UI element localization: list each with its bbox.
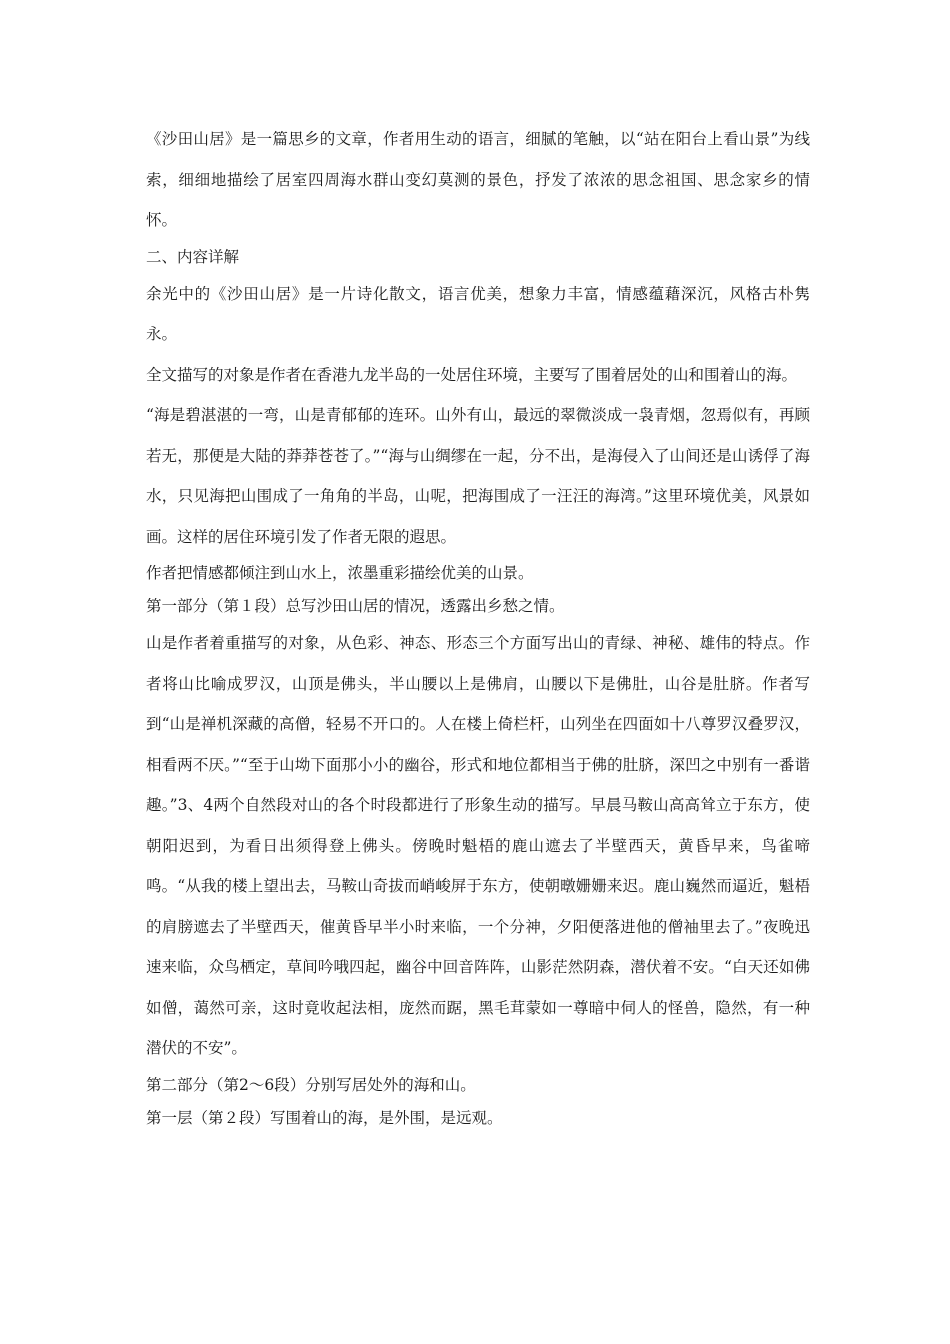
body-text — [146, 119, 810, 1135]
mountain-description-paragraph: 山是作者着重描写的对象，从色彩、神态、形态三个方面写出山的青绿、神秘、雄伟的特点。作者将山比喻成罗汉，山顶是佛头，半山腰以上是佛肩，山腰以下是佛肚，山谷是肚脐。作者写到“山是禅机深藏的高僧，轻易不开口的。人在楼上倚栏杆，山列坐在四面如十八尊罗汉叠罗汉，相看两不厌。”“至于山坳下面那小小的幽谷，形式和地位都相当于佛的肚脐，深凹之中别有一番谐趣。”3、4两个自然段对山的各个时段都进行了形象生动的描写。早晨马鞍山高高耸立于东方，使朝阳迟到，为看日出须得登上佛头。傍晚时魁梧的鹿山遮去了半壁西天，黄昏早来，鸟雀啼鸣。“从我的楼上望出去，马鞍山奇拔而峭峻屏于东方，使朝暾姗姗来迟。鹿山巍然而逼近，魁梧的肩膀遮去了半壁西天，催黄昏早半小时来临，一个分神，夕阳便落进他的僧袖里去了。”夜晚迅速来临，众鸟栖定，草间吟哦四起，幽谷中回音阵阵，山影茫然阴森，潜伏着不安。“白天还如佛如僧，蔼然可亲，这时竟收起法相，庞然而踞，黑毛茸蒙如一尊暗中伺人的怪兽，隐然，有一种潜伏的不安”。 — [146, 634, 810, 1057]
part-one-heading: 第一部分（第１段）总写沙田山居的情况，透露出乡愁之情。 — [146, 597, 565, 615]
emotion-paragraph: 作者把情感都倾注到山水上，浓墨重彩描绘优美的山景。 — [146, 564, 534, 582]
summary-paragraph: 《沙田山居》是一篇思乡的文章，作者用生动的语言，细腻的笔触，以“站在阳台上看山景”为线索，细细地描绘了居室四周海水群山变幻莫测的景色，抒发了浓浓的思念祖国、思念家乡的情怀。 — [146, 130, 810, 229]
section-heading-content-detail: 二、内容详解 — [146, 247, 240, 266]
layer-one-heading: 第一层（第２段）写围着山的海，是外围，是远观。 — [146, 1108, 503, 1127]
subject-paragraph: 全文描写的对象是作者在香港九龙半岛的一处居住环境，主要写了围着居处的山和围着山的海。 — [146, 365, 798, 384]
part-two-heading: 第二部分（第2～6段）分别写居处外的海和山。 — [146, 1075, 476, 1094]
style-paragraph: 余光中的《沙田山居》是一片诗化散文，语言优美，想象力丰富，情感蕴藉深沉，风格古朴隽永。 — [146, 284, 810, 343]
quote-paragraph: “海是碧湛湛的一弯，山是青郁郁的连环。山外有山，最远的翠微淡成一袅青烟，忽焉似有，再顾若无，那便是大陆的莽莽苍苍了。”“海与山绸缪在一起，分不出，是海侵入了山间还是山诱俘了海水，只见海把山围成了一角角的半岛，山呢，把海围成了一汪汪的海湾。”这里环境优美，风景如画。这样的居住环境引发了作者无限的遐思。 — [146, 406, 810, 546]
